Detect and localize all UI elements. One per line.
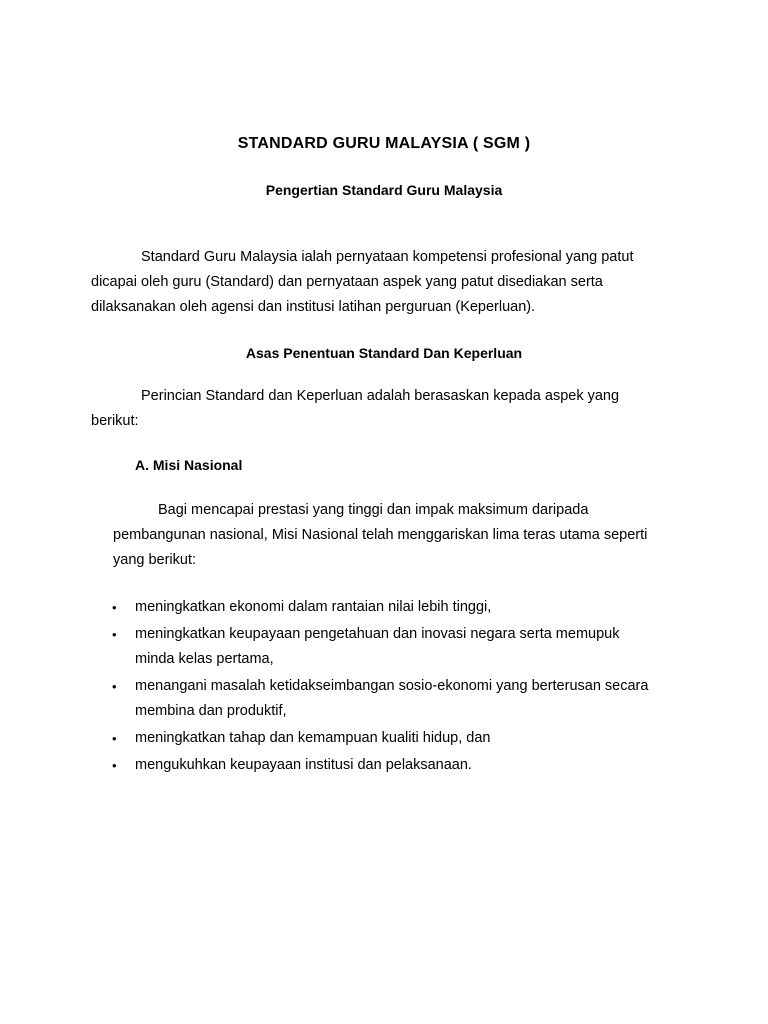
list-item-text-continued: minda kelas pertama, (135, 651, 274, 667)
paragraph-perincian (91, 384, 691, 434)
paragraph-pengertian (91, 245, 691, 320)
paragraph-line: Standard Guru Malaysia ialah pernyataan kompetensi profesional yang patut (141, 249, 634, 265)
bullet-icon: • (112, 731, 117, 746)
paragraph-line: Perincian Standard dan Keperluan adalah berasaskan kepada aspek yang (141, 388, 620, 404)
bullet-list-teras-utama (112, 595, 692, 780)
bullet-icon: • (112, 758, 117, 773)
paragraph-line: dicapai oleh guru (Standard) dan pernyataan aspek yang patut disediakan serta (91, 274, 603, 290)
list-item (112, 726, 692, 751)
paragraph-line: Bagi mencapai prestasi yang tinggi dan impak maksimum daripada (158, 502, 589, 518)
paragraph-line: pembangunan nasional, Misi Nasional telah menggariskan lima teras utama seperti (113, 527, 648, 543)
list-item-text: menangani masalah ketidakseimbangan sosio-ekonomi yang berterusan secara (135, 678, 649, 694)
document-title: STANDARD GURU MALAYSIA ( SGM ) (237, 135, 531, 152)
list-item (112, 753, 692, 778)
section-heading-misi-nasional: A. Misi Nasional (135, 457, 243, 473)
bullet-icon: • (112, 627, 117, 642)
list-item (112, 622, 692, 672)
paragraph-line: berikut: (91, 413, 139, 429)
list-item-text-continued: membina dan produktif, (135, 703, 287, 719)
bullet-icon: • (112, 679, 117, 694)
list-item (112, 595, 692, 620)
section-heading-asas: Asas Penentuan Standard Dan Keperluan (245, 345, 523, 361)
list-item (112, 674, 692, 724)
paragraph-line: yang berikut: (113, 552, 197, 568)
bullet-icon: • (112, 600, 117, 615)
paragraph-line: dilaksanakan oleh agensi dan institusi latihan perguruan (Keperluan). (91, 299, 536, 315)
paragraph-misi-nasional (113, 498, 703, 573)
section-heading-pengertian: Pengertian Standard Guru Malaysia (265, 182, 503, 198)
list-item-text: meningkatkan ekonomi dalam rantaian nilai lebih tinggi, (135, 599, 492, 615)
list-item-text: mengukuhkan keupayaan institusi dan pelaksanaan. (135, 757, 472, 773)
list-item-text: meningkatkan tahap dan kemampuan kualiti hidup, dan (135, 730, 491, 746)
list-item-text: meningkatkan keupayaan pengetahuan dan inovasi negara serta memupuk (135, 626, 620, 642)
